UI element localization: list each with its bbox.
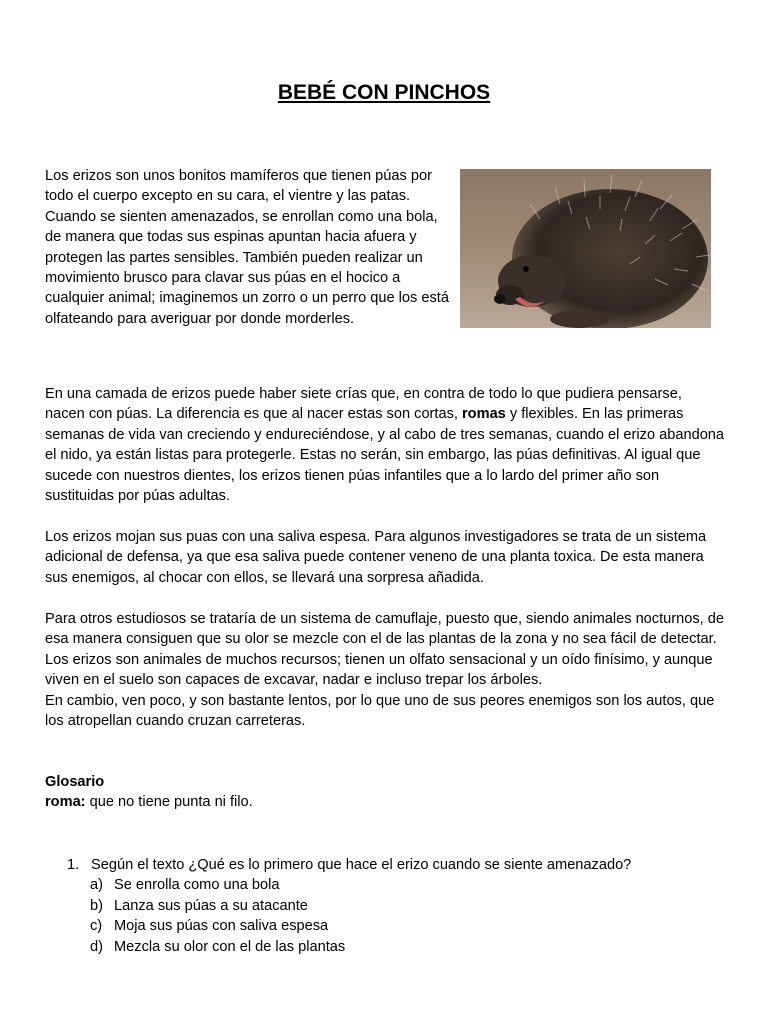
hedgehog-photo [460, 169, 711, 328]
question-1 [67, 855, 727, 957]
paragraph-litter-start: En una camada de erizos puede haber siete crías que, en contra de todo lo que pudiera pensarse, nacen con púas. La diferencia es que al nacer estas son cortas, [45, 386, 682, 423]
glossary-heading: Glosario [45, 774, 105, 790]
option-letter: d) [90, 938, 103, 955]
paragraph-group-camouflage [45, 609, 725, 731]
option-a [67, 875, 727, 895]
paragraph-resources: Los erizos son animales de muchos recursos; tienen un olfato sensacional y un oído finísimo, y aunque viven en el suelo son capaces de excavar, nadar e incluso trepar los árboles. [45, 651, 713, 689]
paragraph-litter-end: y flexibles. En las primeras semanas de vida van creciendo y endureciéndose, y al cabo de tres semanas, cuando el erizo abandona el nido, ya están listas para protegerle. Estas no serán, sin embargo, las púas definitivas. Al igual que sucede con nuestros dientes, los erizos tienen púas infantiles que a lo lardo del primer año son sustituidas por púas adultas. [45, 406, 725, 505]
option-letter: a) [90, 877, 103, 894]
option-d [67, 937, 727, 957]
glossary-term: roma: [45, 794, 86, 811]
glossary [45, 772, 725, 813]
option-text: Moja sus púas con saliva espesa [114, 918, 329, 935]
option-text: Mezcla su olor con el de las plantas [114, 938, 346, 955]
paragraph-saliva: Los erizos mojan sus puas con una saliva espesa. Para algunos investigadores se trata de un sistema adicional de defensa, ya que esa saliva puede contener veneno de una planta toxica. De esta manera sus enemigos, al chocar con ellos, se llevará una sorpresa añadida. [45, 529, 707, 586]
question-number: 1. [67, 857, 80, 873]
glossary-definition: que no tiene punta ni filo. [85, 794, 253, 811]
option-text: Lanza sus púas a su atacante [114, 897, 308, 914]
paragraph-litter [45, 384, 725, 506]
question-text: Según el texto ¿Qué es lo primero que hace el erizo cuando se siente amenazado? [91, 857, 632, 873]
option-b [67, 896, 727, 916]
document-title: BEBÉ CON PINCHOS [277, 81, 491, 104]
bold-term-romas: romas [462, 406, 506, 423]
paragraph-intro: Los erizos son unos bonitos mamíferos que tienen púas por todo el cuerpo excepto en su cara, el vientre y las patas. Cuando se sienten amenazados, se enrollan como una bola, de manera que todas sus espinas apuntan hacia afuera y protegen las partes sensibles. También pueden realizar un movimiento brusco para clavar sus púas en el hocico a cualquier animal; imaginemos un zorro o un perro que los está olfateando para averiguar por donde morderles. [45, 168, 449, 327]
option-letter: c) [90, 918, 103, 935]
paragraph-enemies: En cambio, ven poco, y son bastante lentos, por lo que uno de sus peores enemigos son los autos, que los atropellan cuando cruzan carreteras. [45, 692, 715, 730]
option-c [67, 916, 727, 936]
option-text: Se enrolla como una bola [114, 877, 280, 894]
paragraph-camouflage: Para otros estudiosos se trataría de un sistema de camuflaje, puesto que, siendo animales nocturnos, de esa manera consiguen que su olor se mezcle con el de las plantas de la zona y no sea fácil de detectar. [45, 611, 725, 648]
option-letter: b) [90, 897, 103, 914]
